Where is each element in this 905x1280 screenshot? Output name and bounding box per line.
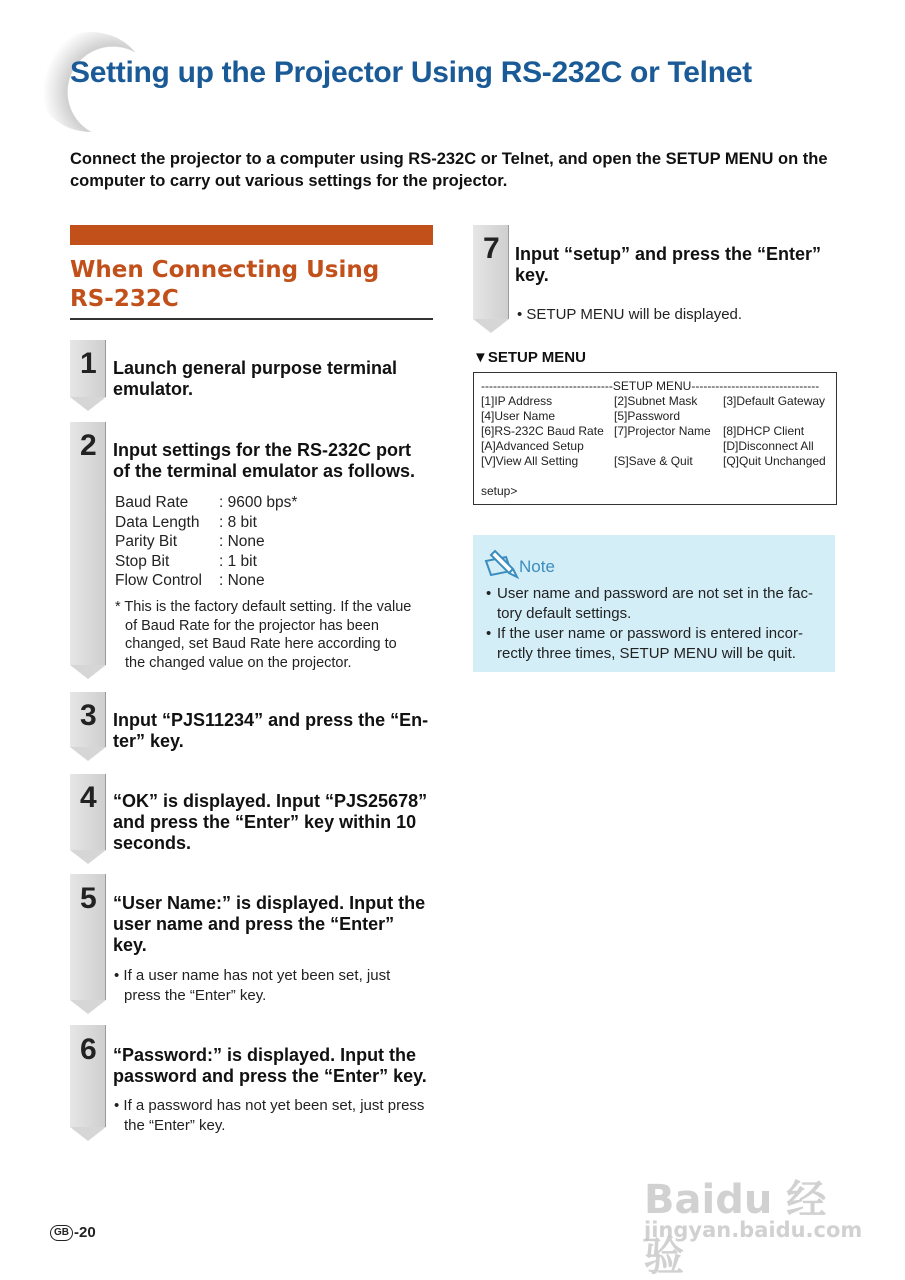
step-7-text (515, 244, 840, 286)
menu-item: [3]Default Gateway (723, 394, 826, 408)
step-6-text (113, 1045, 433, 1087)
menu-item: [7]Projector Name (614, 424, 711, 438)
page-number: GB -20 (50, 1224, 96, 1241)
baud-rate-footnote: * This is the factory default setting. If the value of Baud Rate for the projector has been changed, set Baud Rate here according to the changed value on the projector. (115, 599, 412, 671)
step-text-line: key. (113, 935, 147, 955)
note-list (486, 584, 828, 664)
menu-item: [A]Advanced Setup (481, 439, 584, 453)
port-settings-list (115, 493, 297, 591)
step-text-line: Input settings for the RS-232C port (113, 440, 412, 460)
step-text-line: and press the “Enter” key within 10 (113, 812, 417, 832)
step-number: 6 (80, 1033, 97, 1066)
step-number: 3 (80, 699, 97, 732)
menu-item: [V]View All Setting (481, 454, 579, 468)
note-box (473, 535, 835, 672)
menu-item (723, 409, 833, 424)
menu-item: [1]IP Address (481, 394, 553, 408)
section-divider (70, 318, 433, 320)
step-text-line: Launch general purpose terminal (113, 358, 398, 378)
setting-row: Stop Bit : 1 bit (115, 552, 257, 570)
setup-menu-heading: ▼SETUP MENU (473, 349, 586, 366)
step-text-line: seconds. (113, 833, 192, 853)
setting-row: Data Length : 8 bit (115, 513, 257, 531)
page-title: Setting up the Projector Using RS-232C or Telnet (70, 56, 752, 89)
step-4-text (113, 791, 433, 854)
step-text-line: Input “setup” and press the “Enter” (515, 244, 822, 264)
step-number: 2 (80, 429, 97, 462)
step-number: 7 (483, 232, 500, 265)
step-5-text (113, 893, 433, 956)
baidu-watermark (640, 1160, 863, 1280)
step-2-text (113, 440, 433, 482)
menu-item: [5]Password (614, 409, 681, 423)
step-text-line: user name and press the “Enter” (113, 914, 395, 934)
note-item: • User name and password are not set in the fac- tory default settings. (486, 585, 813, 622)
menu-item: [6]RS-232C Baud Rate (481, 424, 604, 438)
step-number: 1 (80, 347, 97, 380)
section-title-line1: When Connecting Using (70, 257, 380, 283)
step-text-line: emulator. (113, 379, 194, 399)
menu-item: [S]Save & Quit (614, 454, 693, 468)
step-5-bullet: • If a user name has not yet been set, just press the “Enter” key. (114, 967, 391, 1004)
menu-item: [4]User Name (481, 409, 556, 423)
step-text-line: of the terminal emulator as follows. (113, 461, 416, 481)
setup-menu-box (473, 372, 837, 505)
step-text-line: Input “PJS11234” and press the “En- (113, 710, 429, 730)
watermark-logo: Baidu 经验 (644, 1177, 827, 1280)
step-7-bullet: • SETUP MENU will be displayed. (517, 306, 743, 323)
setup-menu-header: ---------------------------------SETUP MENU-------------------------------- (481, 379, 820, 393)
step-text-line: key. (515, 265, 549, 285)
setting-row: Flow Control : None (115, 572, 265, 589)
step-3-text (113, 710, 433, 752)
menu-item: [2]Subnet Mask (614, 394, 698, 408)
note-pencil-icon (483, 547, 519, 581)
setup-prompt: setup> (481, 484, 518, 498)
step-1-text (113, 358, 428, 400)
setup-menu-grid (481, 394, 829, 469)
step-number: 5 (80, 882, 97, 915)
region-badge: GB (50, 1225, 73, 1241)
menu-item: [8]DHCP Client (723, 424, 805, 438)
step-text-line: “Password:” is displayed. Input the (113, 1045, 417, 1065)
step-text-line: “OK” is displayed. Input “PJS25678” (113, 791, 428, 811)
section-title-line2: RS-232C (70, 286, 179, 312)
watermark-url: jingyan.baidu.com (644, 1218, 863, 1242)
menu-item (614, 439, 723, 454)
menu-item: [D]Disconnect All (723, 439, 814, 453)
setting-row: Baud Rate : 9600 bps* (115, 494, 298, 511)
section-title (70, 256, 433, 314)
step-text-line: ter” key. (113, 731, 184, 751)
intro-text: Connect the projector to a computer using RS-232C or Telnet, and open the SETUP MENU on the computer to carry out various settings for the projector. (70, 150, 828, 190)
section-color-bar (70, 225, 433, 245)
menu-item: [Q]Quit Unchanged (723, 454, 826, 468)
step-text-line: password and press the “Enter” key. (113, 1066, 427, 1086)
note-item: • If the user name or password is entered incor- rectly three times, SETUP MENU will be quit. (486, 625, 803, 662)
note-title: Note (519, 557, 555, 576)
step-number: 4 (80, 781, 97, 814)
step-6-bullet: • If a password has not yet been set, just press the “Enter” key. (114, 1097, 425, 1134)
setting-row: Parity Bit : None (115, 533, 265, 550)
step-text-line: “User Name:” is displayed. Input the (113, 893, 426, 913)
